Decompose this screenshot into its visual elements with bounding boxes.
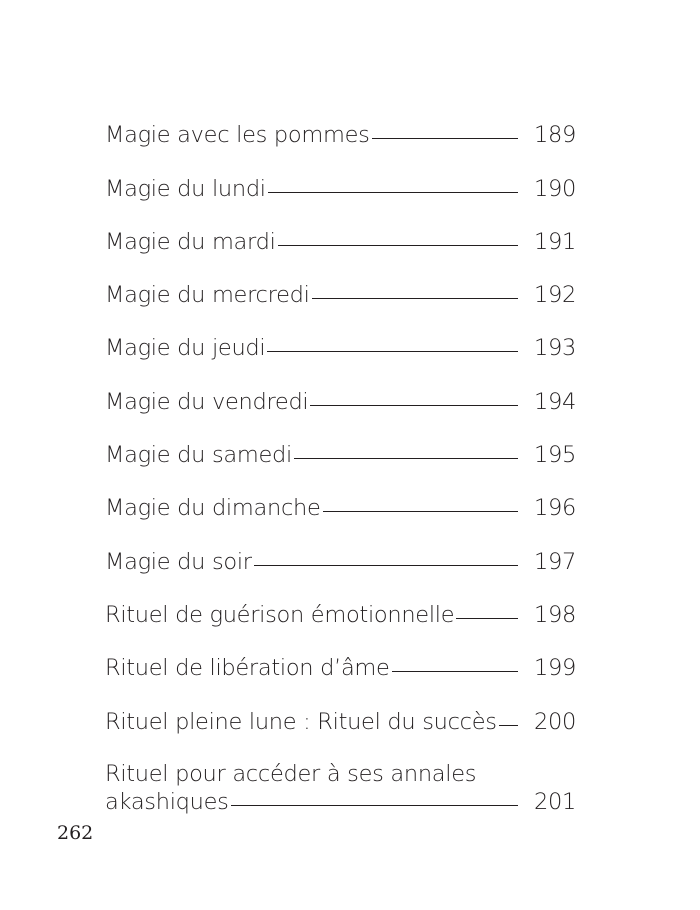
leader-line bbox=[231, 805, 518, 806]
toc-entry-title: Magie du vendredi bbox=[105, 388, 309, 415]
toc-entry bbox=[105, 469, 577, 522]
toc-entry-title: Magie du samedi bbox=[105, 442, 292, 469]
leader-line bbox=[323, 511, 518, 512]
toc-entry bbox=[105, 149, 577, 202]
toc-entry-page: 198 bbox=[534, 601, 577, 628]
toc-entry-page: 196 bbox=[534, 495, 577, 522]
leader-line bbox=[268, 192, 518, 193]
toc-entry bbox=[105, 576, 577, 629]
toc-entry bbox=[105, 682, 577, 735]
toc-entry-title: Magie du jeudi bbox=[105, 335, 266, 362]
leader-line bbox=[294, 458, 518, 459]
toc-entry-title: Magie du lundi bbox=[105, 175, 266, 202]
table-of-contents bbox=[105, 96, 577, 816]
leader-line bbox=[254, 565, 518, 566]
leader-line bbox=[278, 245, 518, 246]
toc-entry bbox=[105, 362, 577, 415]
toc-entry-title: Rituel de guérison émotionnelle bbox=[105, 601, 455, 628]
toc-entry-page: 200 bbox=[534, 708, 577, 735]
toc-entry-page: 193 bbox=[534, 335, 577, 362]
leader-line bbox=[456, 618, 518, 619]
toc-entry bbox=[105, 309, 577, 362]
leader-line bbox=[310, 405, 518, 406]
leader-line bbox=[499, 725, 518, 726]
toc-entry-title-line2: akashiques bbox=[105, 788, 229, 815]
toc-entry bbox=[105, 522, 577, 575]
toc-entry-page: 191 bbox=[534, 228, 577, 255]
toc-entry-page: 201 bbox=[534, 788, 577, 815]
toc-entry-page: 190 bbox=[534, 175, 577, 202]
toc-entry bbox=[105, 736, 577, 816]
toc-entry-title: Magie du mercredi bbox=[105, 282, 310, 309]
toc-entry-title: Magie du soir bbox=[105, 548, 252, 575]
leader-line bbox=[312, 298, 518, 299]
toc-entry bbox=[105, 416, 577, 469]
leader-line bbox=[267, 351, 518, 352]
toc-entry-title: Rituel de libération d’âme bbox=[105, 655, 390, 682]
toc-entry-page: 194 bbox=[534, 388, 577, 415]
toc-entry-page: 197 bbox=[534, 548, 577, 575]
leader-line bbox=[372, 138, 518, 139]
toc-entry-title: Magie avec les pommes bbox=[105, 122, 370, 149]
toc-entry bbox=[105, 629, 577, 682]
toc-entry-page: 199 bbox=[534, 655, 577, 682]
toc-entry-title: Rituel pleine lune : Rituel du succès bbox=[105, 708, 497, 735]
toc-entry bbox=[105, 203, 577, 256]
toc-entry bbox=[105, 96, 577, 149]
toc-entry-page: 195 bbox=[534, 442, 577, 469]
toc-entry-page: 189 bbox=[534, 122, 577, 149]
toc-entry-title: Magie du dimanche bbox=[105, 495, 321, 522]
toc-entry-title-line1: Rituel pour accéder à ses annales bbox=[105, 760, 477, 787]
toc-entry-title: Magie du mardi bbox=[105, 228, 276, 255]
leader-line bbox=[392, 671, 518, 672]
toc-entry-page: 192 bbox=[534, 282, 577, 309]
page-number: 262 bbox=[57, 822, 94, 844]
toc-entry bbox=[105, 256, 577, 309]
